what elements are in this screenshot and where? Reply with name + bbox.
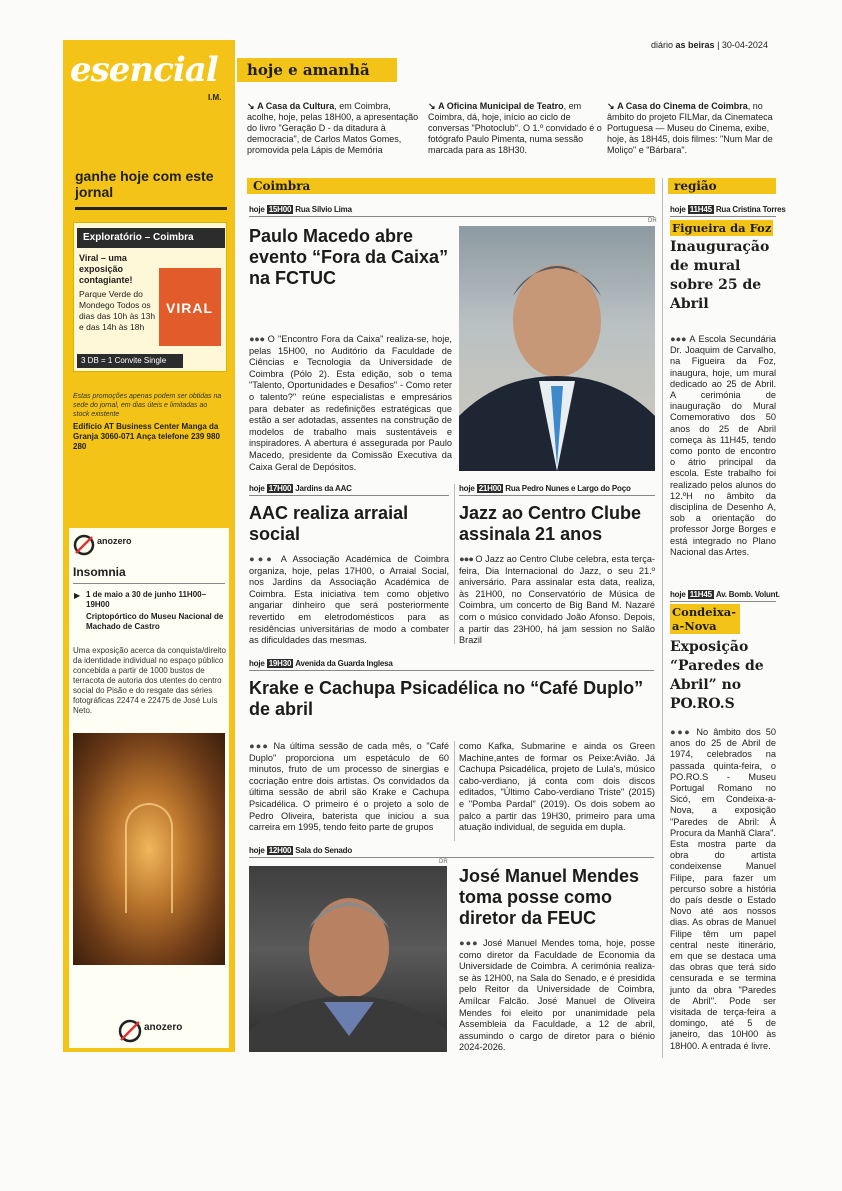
- divider: [73, 583, 225, 584]
- headline-macedo: Paulo Macedo abre evento “Fora da Caixa” na FCTUC: [249, 226, 449, 288]
- article-macedo: ●●● O "Encontro Fora da Caixa" realiza-se, hoje, pelas 15H00, no Auditório da Faculdade de Ciências e Tecnologia da Universidade de Coimbra (Pólo 2). Esta edição, sob o tema "Talento, Oportunidades e Desafios" - Como reter o talento?" reúne especialistas e empresários para debater as redefinições estratégicas que estão a ser adotadas, assentes na construção de modelos de trabalho mais sustentáveis e inspiradores. A abertura é assegurada por Paulo Macedo, presidente da Comissão Executiva da Caixa Geral de Depósitos.: [249, 334, 452, 472]
- column-divider: [662, 178, 663, 1058]
- divider: [249, 216, 654, 217]
- promo-place: Parque Verde do Mondego Todos os dias das 10h às 13h e das 14h às 18h: [79, 289, 156, 332]
- cryptoporticus-photo: [73, 733, 225, 965]
- divider: [249, 670, 654, 671]
- event-tag: hoje 12H00 Sala do Senado: [249, 846, 353, 855]
- esencial-logo: esencial: [70, 50, 218, 90]
- viral-poster-label: VIRAL: [166, 300, 213, 316]
- anozero-logo-footer: [118, 1018, 210, 1044]
- header-news-1: ↘ A Casa da Cultura, em Coimbra, acolhe, hoje, pelas 18H00, a apresentação do livro "Geração D - da ditadura à democracia", de Carlos Matos Gomes, promovida pela Lápis de Memória: [247, 101, 419, 155]
- promo-address: Edifício AT Business Center Manga da Granja 3060-071 Ança telefone 239 980 280: [73, 422, 220, 451]
- insomnia-text: Uma exposição acerca da conquista/direito da identidade individual no espaço público concebida a partir de 1000 bustos de terracota de autoria dos utentes do centro social do Pisão e do resgate das séries fotográficas 22474 e 22475 de José Luís Neto.: [73, 646, 226, 715]
- header-news-2: ↘ A Oficina Municipal de Teatro, em Coimbra, dá, hoje, início ao ciclo de conversas "Photoclub". O 1.º convidado é o fotógrafo Paulo Pimenta, numa sessão marcada para as 18H30.: [428, 101, 602, 155]
- paulo-macedo-photo: [459, 226, 655, 471]
- column-divider: [454, 484, 455, 644]
- author-initials: I.M.: [208, 93, 222, 102]
- divider: [670, 601, 776, 602]
- event-tag: hoje 19H30 Avenida da Guarda Inglesa: [249, 659, 393, 668]
- divider: [249, 857, 654, 858]
- section-regiao: região: [668, 178, 776, 194]
- headline-figueira: Inauguração de mural sobre 25 de Abril: [670, 239, 770, 312]
- headline-mendes: José Manuel Mendes toma posse como diretor da FEUC: [459, 866, 640, 928]
- headline-condeixa: Exposição “Paredes de Abril” no PO.RO.S: [670, 639, 764, 712]
- insomnia-dates: 1 de maio a 30 de junho 11H00–19H00: [86, 590, 207, 609]
- event-tag: hoje 15H00 Rua Sílvio Lima: [249, 205, 352, 214]
- article-figueira: ●●● A Escola Secundária Dr. Joaquim de Carvalho, na Figueira da Foz, inaugura, hoje, um mural dedicado ao 25 de Abril. A cerimónia de inauguração do Mural Comemorativo dos 50 anos do 25 de Abril começa às 11H45, tendo como ponto de encontro o átrio principal da escola. Este trabalho foi realizado pelos alunos do 12.ºH no âmbito da disciplina de Desenho A, sob a orientação do professor Jorge Borges e está integrado no Plano Nacional das Artes.: [670, 334, 776, 557]
- arrow-icon: ↘: [247, 101, 255, 111]
- arrow-icon: ↘: [607, 101, 615, 111]
- column-divider: [454, 741, 455, 841]
- divider: [459, 495, 655, 496]
- newspaper-date: diário as beiras | 30-04-2024: [651, 40, 768, 50]
- viral-poster-image: [159, 268, 221, 346]
- article-aac: ●●● A Associação Académica de Coimbra organiza, hoje, pelas 17H00, o Arraial Social, nos Jardins da Associação Académica de Coimbra. Esta iniciativa tem como objetivo angariar dinheiro que será posteriormente revertido em eletrodomésticos para as residências universitárias de modo a combater as dificuldades das mesmas.: [249, 554, 450, 646]
- anozero-logo: [73, 534, 163, 556]
- svg-text:anozero: anozero: [97, 536, 132, 546]
- event-tag: hoje 11H45 Rua Cristina Torres: [670, 205, 786, 214]
- headline-aac: AAC realiza arraial social: [249, 503, 409, 544]
- event-tag: hoje 11H45 Av. Bomb. Volunt.: [670, 590, 780, 599]
- portrait-illustration: [249, 866, 447, 1052]
- photo-credit: DR: [439, 859, 448, 865]
- insomnia-place: Criptopórtico do Museu Nacional de Machado de Castro: [86, 612, 224, 631]
- article-condeixa: ●●● No âmbito dos 50 anos do 25 de Abril de 1974, celebrados na passada quinta-feira, o PO.RO.S - Museu Portugal Romano no Sicó, em Condeixa-a-Nova, a exposição "Paredes de Abril: À Procura da Manhã Clara". Esta mostra parte da obra do artista condeixense Manuel Filipe, para fazer um percurso sobre a história do país desde o Estado Novo até aos nossos dias. As obras de Manuel Filipe têm um papel central neste itinerário, em que se destaca uma das obras que terá sido censurada e se termina junto da obra "Paredes de Abril". Pode ser visitada de terça-feira a domingo, até 5 de janeiro, das 10H00 às 18H00. A entrada é livre.: [670, 727, 776, 1051]
- article-krake-col2: como Kafka, Submarine e ainda os Green Machine,antes de formar os Peixe:Avião. Já Cachupa Psicadélica, projeto de Lula's, músico cabo-verdiano, já conta com dois discos editados, "Último Cabo-verdiano Triste" (2015) e "Pomba Pardal" (2019). Os dois sobem ao palco a partir das 19H30, primeiro para uma atuação individual, de seguida em dupla.: [459, 741, 655, 833]
- divider: [75, 207, 227, 210]
- ganhe-hoje-heading: ganhe hoje com este jornal: [75, 168, 214, 200]
- promo-title: Viral – uma exposição contagiante!: [79, 253, 133, 285]
- promo-header: Exploratório – Coimbra: [77, 228, 225, 248]
- triangle-bullet-icon: ▶: [74, 591, 81, 600]
- section-title: hoje e amanhã: [237, 58, 397, 82]
- header-news-3: ↘ A Casa do Cinema de Coimbra, no âmbito do projeto FILMar, da Cinemateca Portuguesa — Museu do Cinema, exibe, hoje, às 18H45, dois filmes: "Num Mar de Moliço" e "Bárbara".: [607, 101, 773, 155]
- anozero-icon: [118, 1018, 210, 1044]
- jose-manuel-mendes-photo: [249, 866, 447, 1052]
- article-mendes: ●●● José Manuel Mendes toma, hoje, posse como diretor da Faculdade de Economia da Universidade de Coimbra. A cerimónia realiza-se às 12H00, na Sala do Senado, e é presidida pelo Reitor da Universidade de Coimbra, Amílcar Falcão. José Manuel de Oliveira Mendes foi eleito por unanimidade pela Assembleia da Faculdade, a 12 de abril, assumindo o cargo de diretor para o biénio 2024-2026.: [459, 938, 655, 1053]
- photo-credit: DR: [648, 218, 657, 224]
- town-figueira: Figueira da Foz: [672, 221, 772, 235]
- svg-text:anozero: anozero: [144, 1022, 183, 1033]
- headline-krake: Krake e Cachupa Psicadélica no “Café Duplo” de abril: [249, 678, 644, 719]
- divider: [249, 495, 449, 496]
- event-tag: hoje 21H00 Rua Pedro Nunes e Largo do Poço: [459, 484, 631, 493]
- headline-jazz: Jazz ao Centro Clube assinala 21 anos: [459, 503, 642, 544]
- promo-note: Estas promoções apenas podem ser obtidas na sede do jornal, em dias úteis e limitadas ao stock existente: [73, 393, 222, 418]
- portrait-illustration: [459, 226, 655, 471]
- town-condeixa: Condeixa-a-Nova: [670, 604, 740, 634]
- divider: [670, 216, 776, 217]
- anozero-icon: [73, 534, 163, 556]
- article-krake-col1: ●●● Na última sessão de cada mês, o "Café Duplo" proporciona um espetáculo de 60 minutos, fruto de um processo de sinergias e cocriação entre dois artistas. Os convidados da última sessão de abril são Krake e Cachupa Psicadélica. O primeiro é o projeto a solo de Pedro Oliveira, baterista que iniciou a sua carreira em 1995, tendo feito parte de grupos: [249, 741, 450, 833]
- insomnia-title: Insomnia: [73, 565, 126, 579]
- arrow-icon: ↘: [428, 101, 436, 111]
- promo-coupon: 3 DB = 1 Convite Single: [77, 354, 183, 368]
- article-jazz: ●●● O Jazz ao Centro Clube celebra, esta terça-feira, Dia Internacional do Jazz, o seu 21.º aniversário. Para assinalar esta data, realiza, às 21H00, no Conservatório de Música de Coimbra, um concerto de Big Band M. Nazaré com o músico convidado João Afonso. Depois, a partir das 23H00, há jam session no Salão Brazil: [459, 554, 655, 646]
- section-coimbra: Coimbra: [247, 178, 655, 194]
- event-tag: hoje 17H00 Jardins da AAC: [249, 484, 352, 493]
